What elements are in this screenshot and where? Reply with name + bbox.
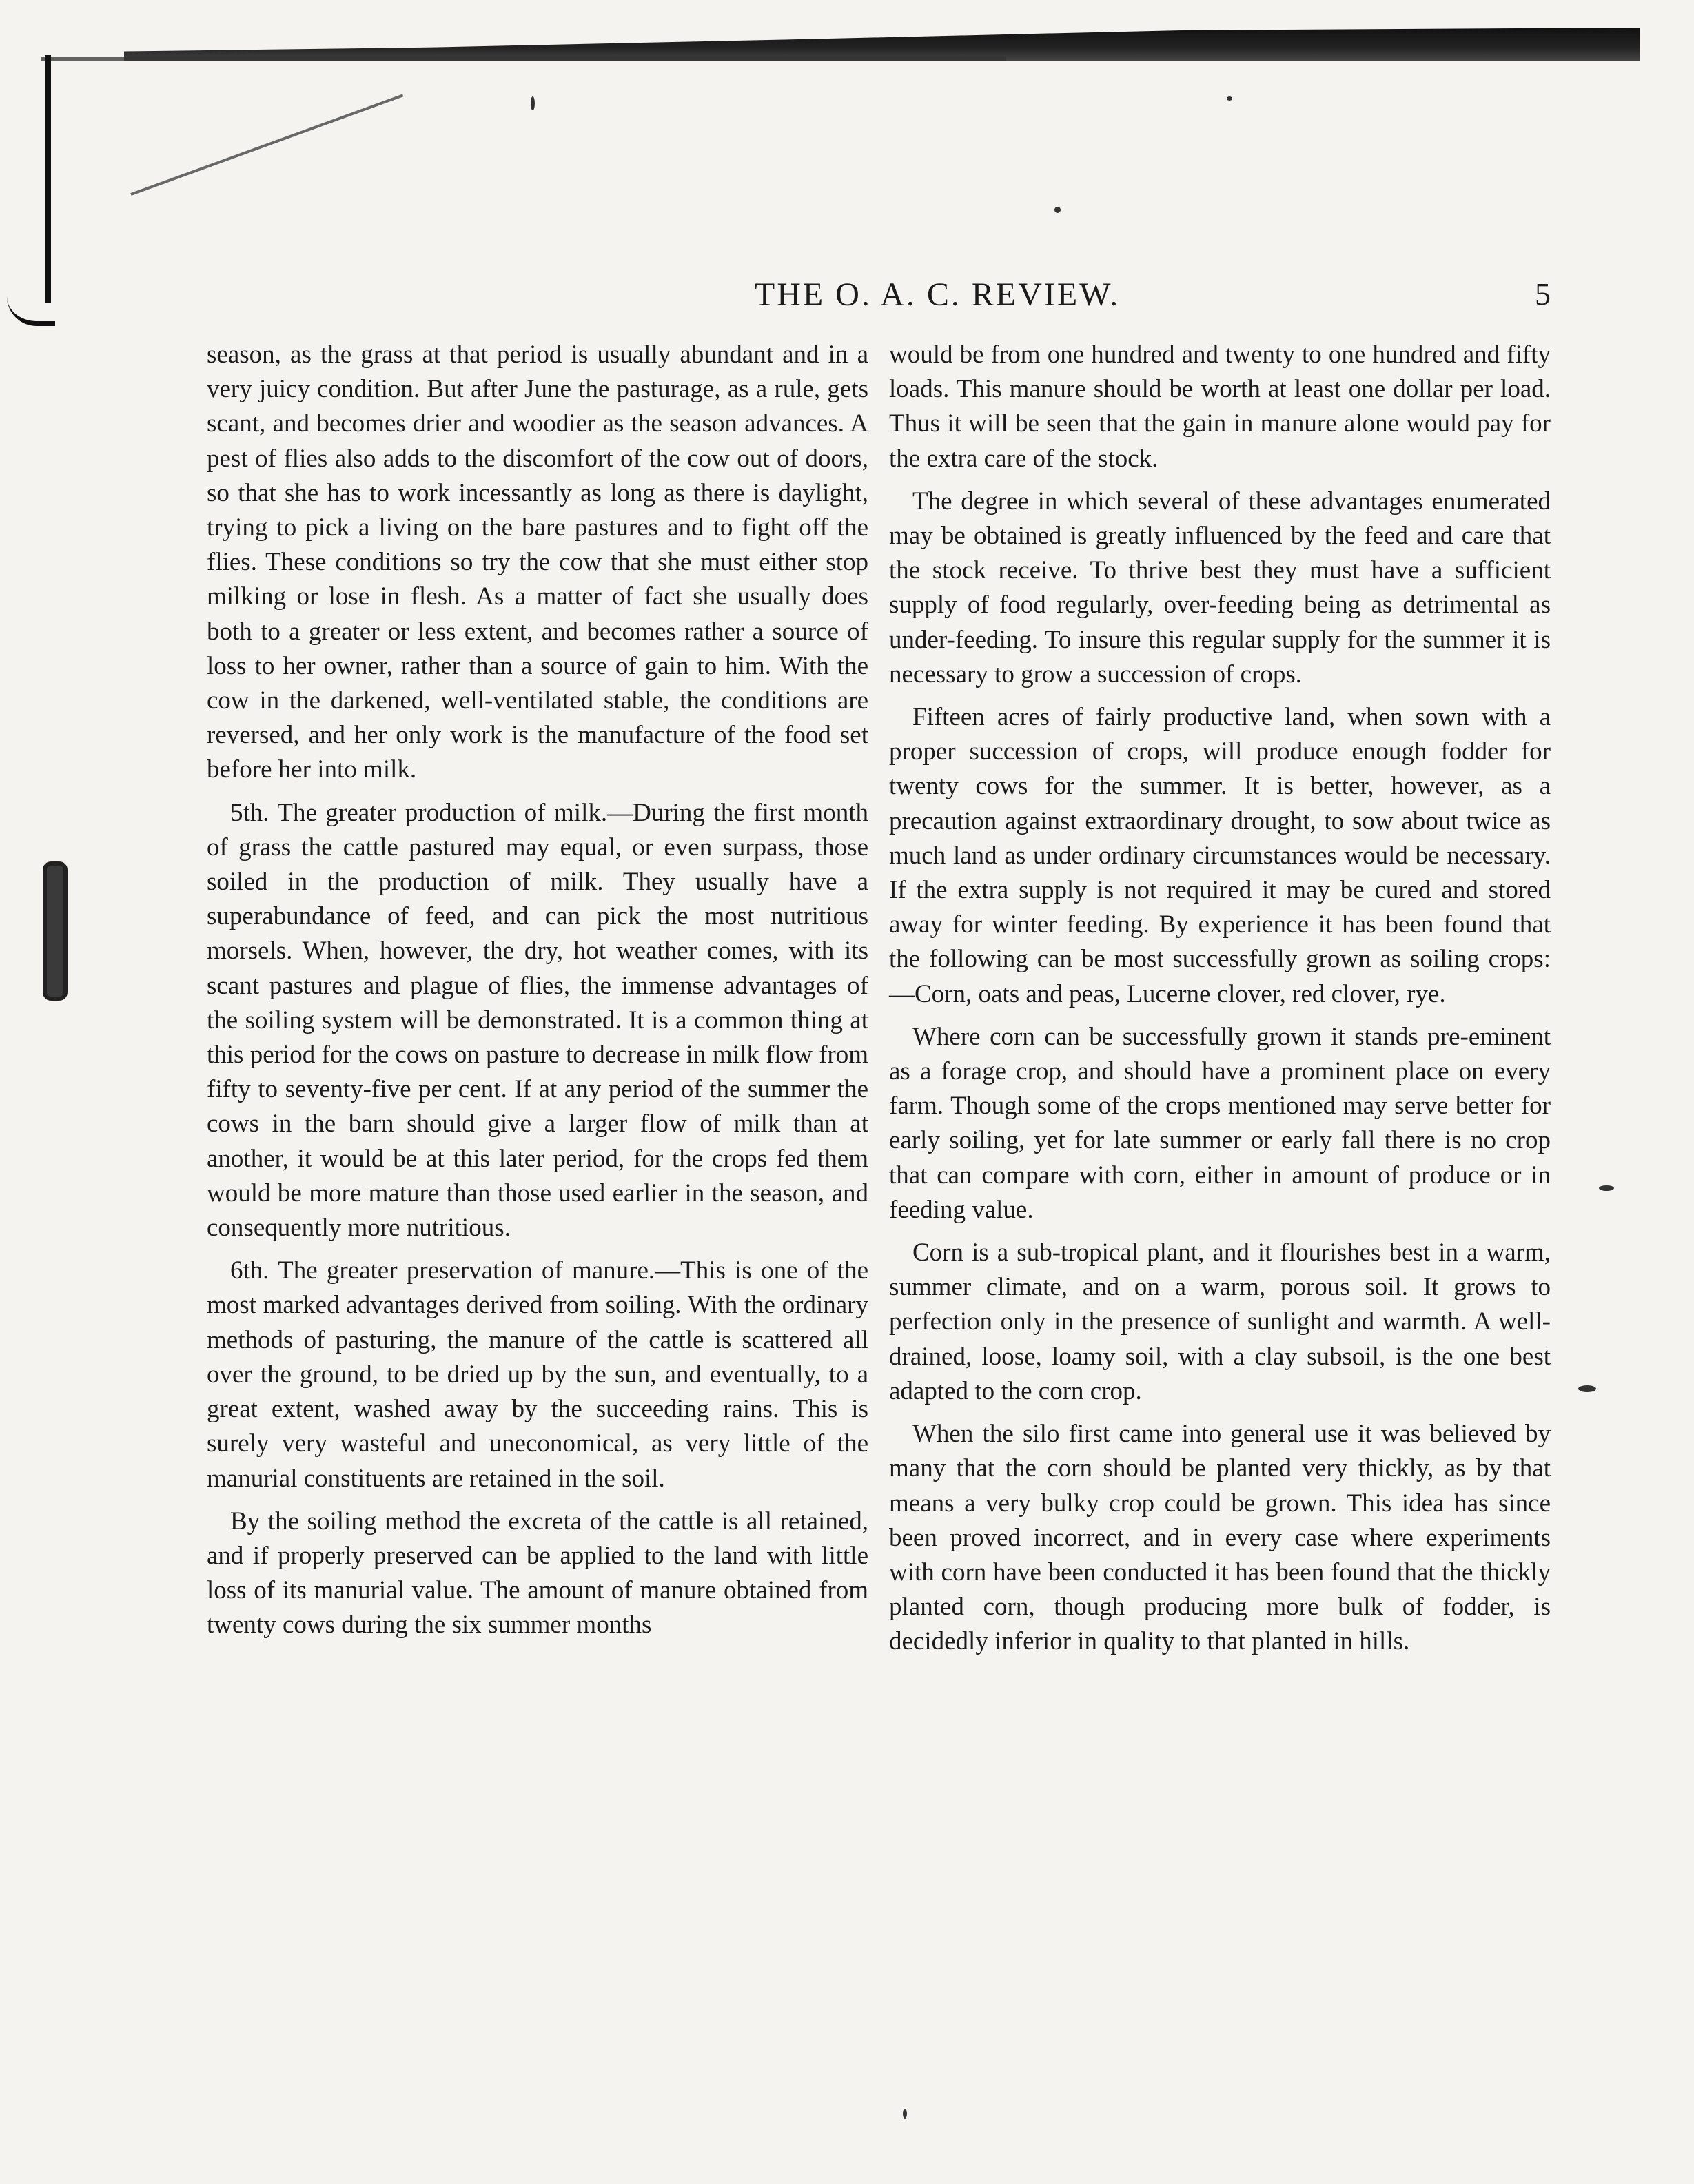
paragraph: Fifteen acres of fairly productive land, when sown with a proper succession of crops, will produce enough fodder for twenty cows for the summer. It is better, however, as a precaution against extraordinary drought, to sow about twice as much land as under ordinary circumstances would be necessary. If the extra supply is not required it may be cured and stored away for winter feeding. By experience it has been found that the following can be most successfully grown as soiling crops:—Corn, oats and peas, Lucerne clover, red clover, rye.	[889, 703, 1551, 1008]
scan-scratch	[130, 94, 403, 195]
journal-title: THE O. A. C. REVIEW.	[754, 276, 1121, 313]
paragraph: 6th. The greater preservation of manure.—This is one of the most marked advantages derived from soiling. With the ordinary methods of pasturing, the manure of the cattle is scattered all over the ground, to be dried up by the sun, and eventually, to a great extent, washed away by the succeeding rains. This is surely very wasteful and uneconomical, as very little of the manurial constituents are retained in the soil.	[207, 1256, 868, 1493]
left-column	[207, 338, 868, 1651]
binder-clip-mark	[43, 861, 68, 1001]
scan-top-edge	[41, 57, 1006, 61]
page-header	[172, 276, 1551, 324]
scan-speck	[1054, 207, 1061, 213]
paragraph: When the silo first came into general use it was believed by many that the corn should be planted very thickly, as by that means a very bulky crop could be grown. This idea has since been proved incorrect, and in every case where experiments with corn have been conducted it has been found that the thickly planted corn, though producing more bulk of fodder, is decidedly inferior in quality to that planted in hills.	[889, 1420, 1551, 1656]
paragraph: Corn is a sub-tropical plant, and it flourishes best in a warm, summer climate, and on a warm, porous soil. It grows to perfection only in the presence of sunlight and warmth. A well-drained, loose, loamy soil, with a clay subsoil, is the one best adapted to the corn crop.	[889, 1238, 1551, 1405]
paragraph: would be from one hundred and twenty to one hundred and fifty loads. This manure should be worth at least one dollar per load. Thus it will be seen that the gain in manure alone would pay for the extra care of the stock.	[889, 340, 1551, 473]
binding-curve	[7, 296, 55, 326]
scan-speck	[1599, 1185, 1614, 1191]
binding-line	[45, 55, 51, 303]
scan-speck	[1578, 1385, 1596, 1392]
scan-speck	[531, 96, 535, 110]
page-number: 5	[1535, 276, 1551, 312]
paragraph: season, as the grass at that period is usually abundant and in a very juicy condition. But after June the pasturage, as a rule, gets scant, and becomes drier and woodier as the season advances. A pest of flies also adds to the discomfort of the cow out of doors, so that she has to work incessantly as long as there is daylight, trying to pick a living on the bare pastures and to fight off the flies. These conditions so try the cow that she must either stop milking or lose in flesh. As a matter of fact she usually does both to a greater or less extent, and becomes rather a source of loss to her owner, rather than a source of gain to him. With the cow in the darkened, well-ventilated stable, the conditions are reversed, and her only work is the manufacture of the food set before her into milk.	[207, 340, 868, 784]
scan-speck	[903, 2109, 907, 2119]
paragraph: By the soiling method the excreta of the cattle is all retained, and if properly preserved can be applied to the land with little loss of its manurial value. The amount of manure obtained from twenty cows during the six summer months	[207, 1507, 868, 1640]
paragraph: The degree in which several of these advantages enumerated may be obtained is greatly influenced by the feed and care that the stock receive. To thrive best they must have a sufficient supply of food regularly, over-feeding being as detrimental as under-feeding. To insure this regular supply for the summer it is necessary to grow a succession of crops.	[889, 487, 1551, 688]
right-column	[889, 338, 1551, 1668]
paragraph: Where corn can be successfully grown it stands pre-eminent as a forage crop, and should have a prominent place on every farm. Though some of the crops mentioned may serve better for early soiling, yet for late summer or early fall there is no crop that can compare with corn, either in amount of produce or in feeding value.	[889, 1022, 1551, 1224]
scan-top-band	[124, 28, 1640, 61]
paragraph: 5th. The greater production of milk.—During the first month of grass the cattle pastured may equal, or even surpass, those soiled in the production of milk. They usually have a superabundance of feed, and can pick the most nutritious morsels. When, however, the dry, hot weather comes, with its scant pastures and plague of flies, the immense advantages of the soiling system will be demonstrated. It is a common thing at this period for the cows on pasture to decrease in milk flow from fifty to seventy-five per cent. If at any period of the summer the cows in the barn should give a larger flow of milk than at another, it would be at this later period, for the crops fed them would be more mature than those used earlier in the season, and consequently more nutritious.	[207, 798, 868, 1243]
scan-speck	[1227, 96, 1232, 101]
